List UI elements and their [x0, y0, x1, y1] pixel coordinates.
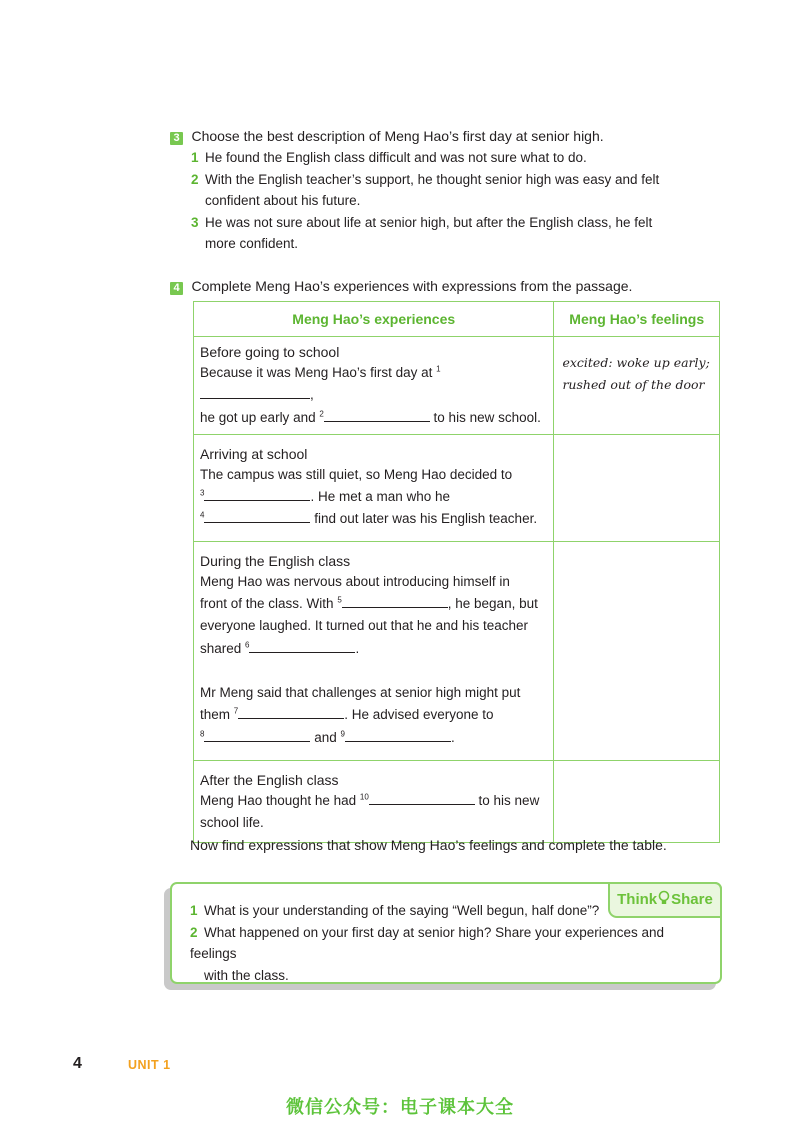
followup-instruction: Now find expressions that show Meng Hao’s feelings and complete the table.	[190, 837, 667, 853]
unit-label: UNIT 1	[128, 1058, 171, 1072]
question-3-heading	[170, 128, 604, 146]
experience-arriving-school: Arriving at school The campus was still quiet, so Meng Hao decided to $^3$ . He met a man who he $^4$ find out later was his English teacher.	[194, 434, 554, 541]
experience-before-school: Before going to school Because it was Meng Hao’s first day at $^1$, he got up early and $^2$ to his new school.	[194, 337, 554, 435]
answer-blank-9[interactable]	[345, 727, 451, 742]
question-3-options	[191, 147, 671, 255]
answer-blank-2[interactable]	[324, 407, 430, 422]
answer-blank-6[interactable]	[249, 638, 355, 653]
experience-after-class: After the English class Meng Hao thought he had $^{10}$ to his new school life.	[194, 760, 554, 842]
table-header-row	[194, 302, 720, 337]
table-row	[194, 434, 720, 541]
question-number-badge: 4	[170, 282, 183, 295]
column-header-experiences: Meng Hao’s experiences	[194, 302, 554, 337]
answer-blank-5[interactable]	[342, 593, 448, 608]
feeling-after-class[interactable]	[554, 760, 720, 842]
think-share-tag: Think Share	[608, 882, 722, 918]
answer-blank-8[interactable]	[204, 727, 310, 742]
question-number-badge: 3	[170, 132, 183, 145]
answer-blank-4[interactable]	[204, 508, 310, 523]
table-row	[194, 337, 720, 435]
question-3-text: Choose the best description of Meng Hao’s first day at senior high.	[191, 128, 604, 144]
option-2: 2 With the English teacher’s support, he thought senior high was easy and felt confident about his future.	[191, 171, 660, 208]
table-row	[194, 541, 720, 760]
answer-blank-10[interactable]	[369, 790, 475, 805]
feeling-during-class[interactable]	[554, 541, 720, 760]
think-share-item-1: 1 What is your understanding of the saying “Well begun, half done”?	[190, 903, 600, 918]
page-number: 4	[73, 1055, 82, 1072]
think-share-item-2: 2 What happened on your first day at senior high? Share your experiences and feelings with the class.	[190, 924, 665, 983]
table-row	[194, 760, 720, 842]
experience-during-class: During the English class Meng Hao was nervous about introducing himself in front of the class. With $^5$ , he began, but everyone laughed. It turned out that he and his teacher shared $^6$ . Mr Meng said that challenges at senior high might put them $^7$ . He advised everyone to $^8$ and $^9$ .	[194, 541, 554, 760]
question-4-text: Complete Meng Hao’s experiences with expressions from the passage.	[191, 278, 633, 294]
feeling-arriving-school[interactable]	[554, 434, 720, 541]
column-header-feelings: Meng Hao’s feelings	[554, 302, 720, 337]
question-4-heading	[170, 278, 632, 296]
wechat-watermark: 微信公众号：电子课本大全	[286, 1097, 514, 1117]
option-3: 3 He was not sure about life at senior high, but after the English class, he felt more confident.	[191, 214, 653, 251]
feeling-before-school[interactable]: excited: woke up early; rushed out of the door	[554, 337, 720, 435]
answer-blank-3[interactable]	[204, 486, 310, 501]
think-share-box	[170, 882, 722, 984]
answer-blank-7[interactable]	[238, 704, 344, 719]
option-1: 1 He found the English class difficult and was not sure what to do.	[191, 150, 587, 165]
answer-blank-1[interactable]	[200, 384, 310, 399]
experiences-table	[193, 301, 720, 843]
